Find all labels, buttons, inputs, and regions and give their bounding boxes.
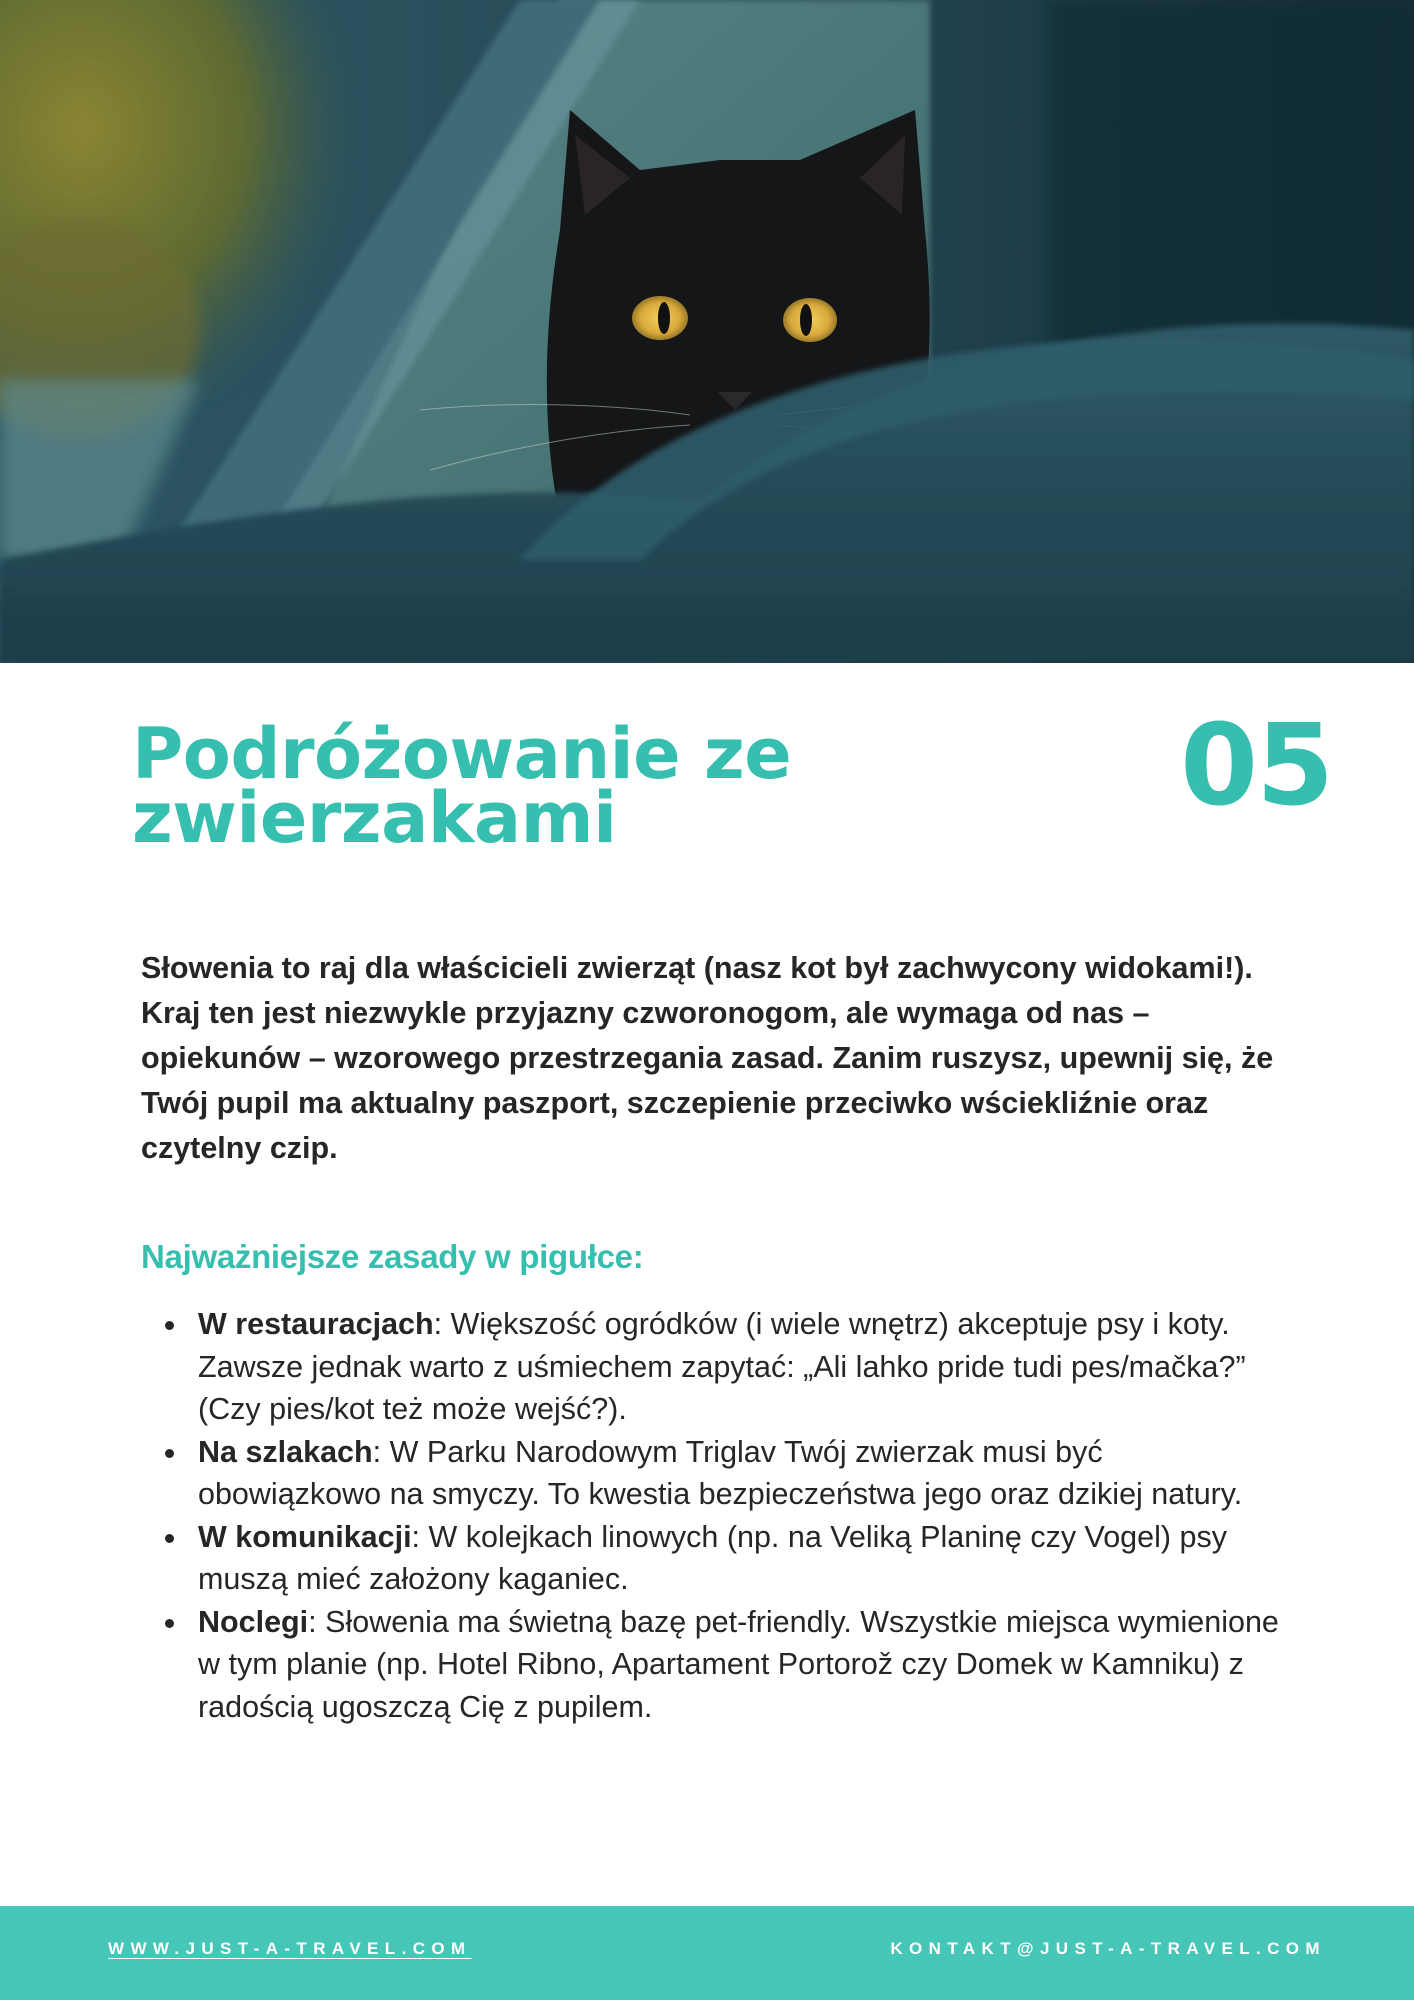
list-item	[141, 1516, 1291, 1601]
page-number: 05	[1180, 701, 1332, 831]
black-cat-photo	[0, 0, 1414, 663]
footer-bar	[0, 1906, 1414, 2000]
list-item	[141, 1431, 1291, 1516]
list-item	[141, 1601, 1291, 1729]
rules-heading: Najważniejsze zasady w pigułce:	[141, 1238, 644, 1275]
rule-text: : W kolejkach linowych (np. na Veliką Planinę czy Vogel) psy muszą mieć założony kaganiec.	[198, 1519, 1227, 1596]
rule-label: Na szlakach	[198, 1434, 373, 1469]
rule-label: W restauracjach	[198, 1307, 434, 1341]
website-link[interactable]: WWW.JUST-A-TRAVEL.COM	[108, 1939, 472, 1958]
list-item	[141, 1303, 1291, 1431]
rules-list	[141, 1303, 1291, 1728]
intro-paragraph: Słowenia to raj dla właścicieli zwierząt (nasz kot był zachwycony widokami!). Kraj ten jest niezwykle przyjazny czworonogom, ale wymaga od nas – opiekunów – wzorowego przestrzegania zasad. Zanim ruszysz, upewnij się, że Twój pupil ma aktualny paszport, szczepienie przeciwko wściekliźnie oraz czytelny czip.	[141, 951, 1274, 1165]
rule-text: : Większość ogródków (i wiele wnętrz) akceptuje psy i koty. Zawsze jednak warto z uśmiechem zapytać: „Ali lahko pride tudi pes/mačka?” (Czy pies/kot też może wejść?).	[198, 1307, 1246, 1426]
page-title: Podróżowanie ze zwierzakami	[132, 713, 792, 859]
hero-photo	[0, 0, 1414, 663]
contact-email[interactable]: KONTAKT@JUST-A-TRAVEL.COM	[890, 1939, 1326, 1958]
rule-text: : Słowenia ma świetną bazę pet-friendly. Wszystkie miejsca wymienione w tym planie (np. Hotel Ribno, Apartament Portorož czy Domek w Kamniku) z radością ugoszczą Cię z pupilem.	[198, 1604, 1279, 1724]
rule-label: W komunikacji	[198, 1519, 412, 1554]
rule-text: : W Parku Narodowym Triglav Twój zwierzak musi być obowiązkowo na smyczy. To kwestia bezpieczeństwa jego oraz dzikiej natury.	[198, 1434, 1243, 1511]
rule-label: Noclegi	[198, 1604, 309, 1639]
